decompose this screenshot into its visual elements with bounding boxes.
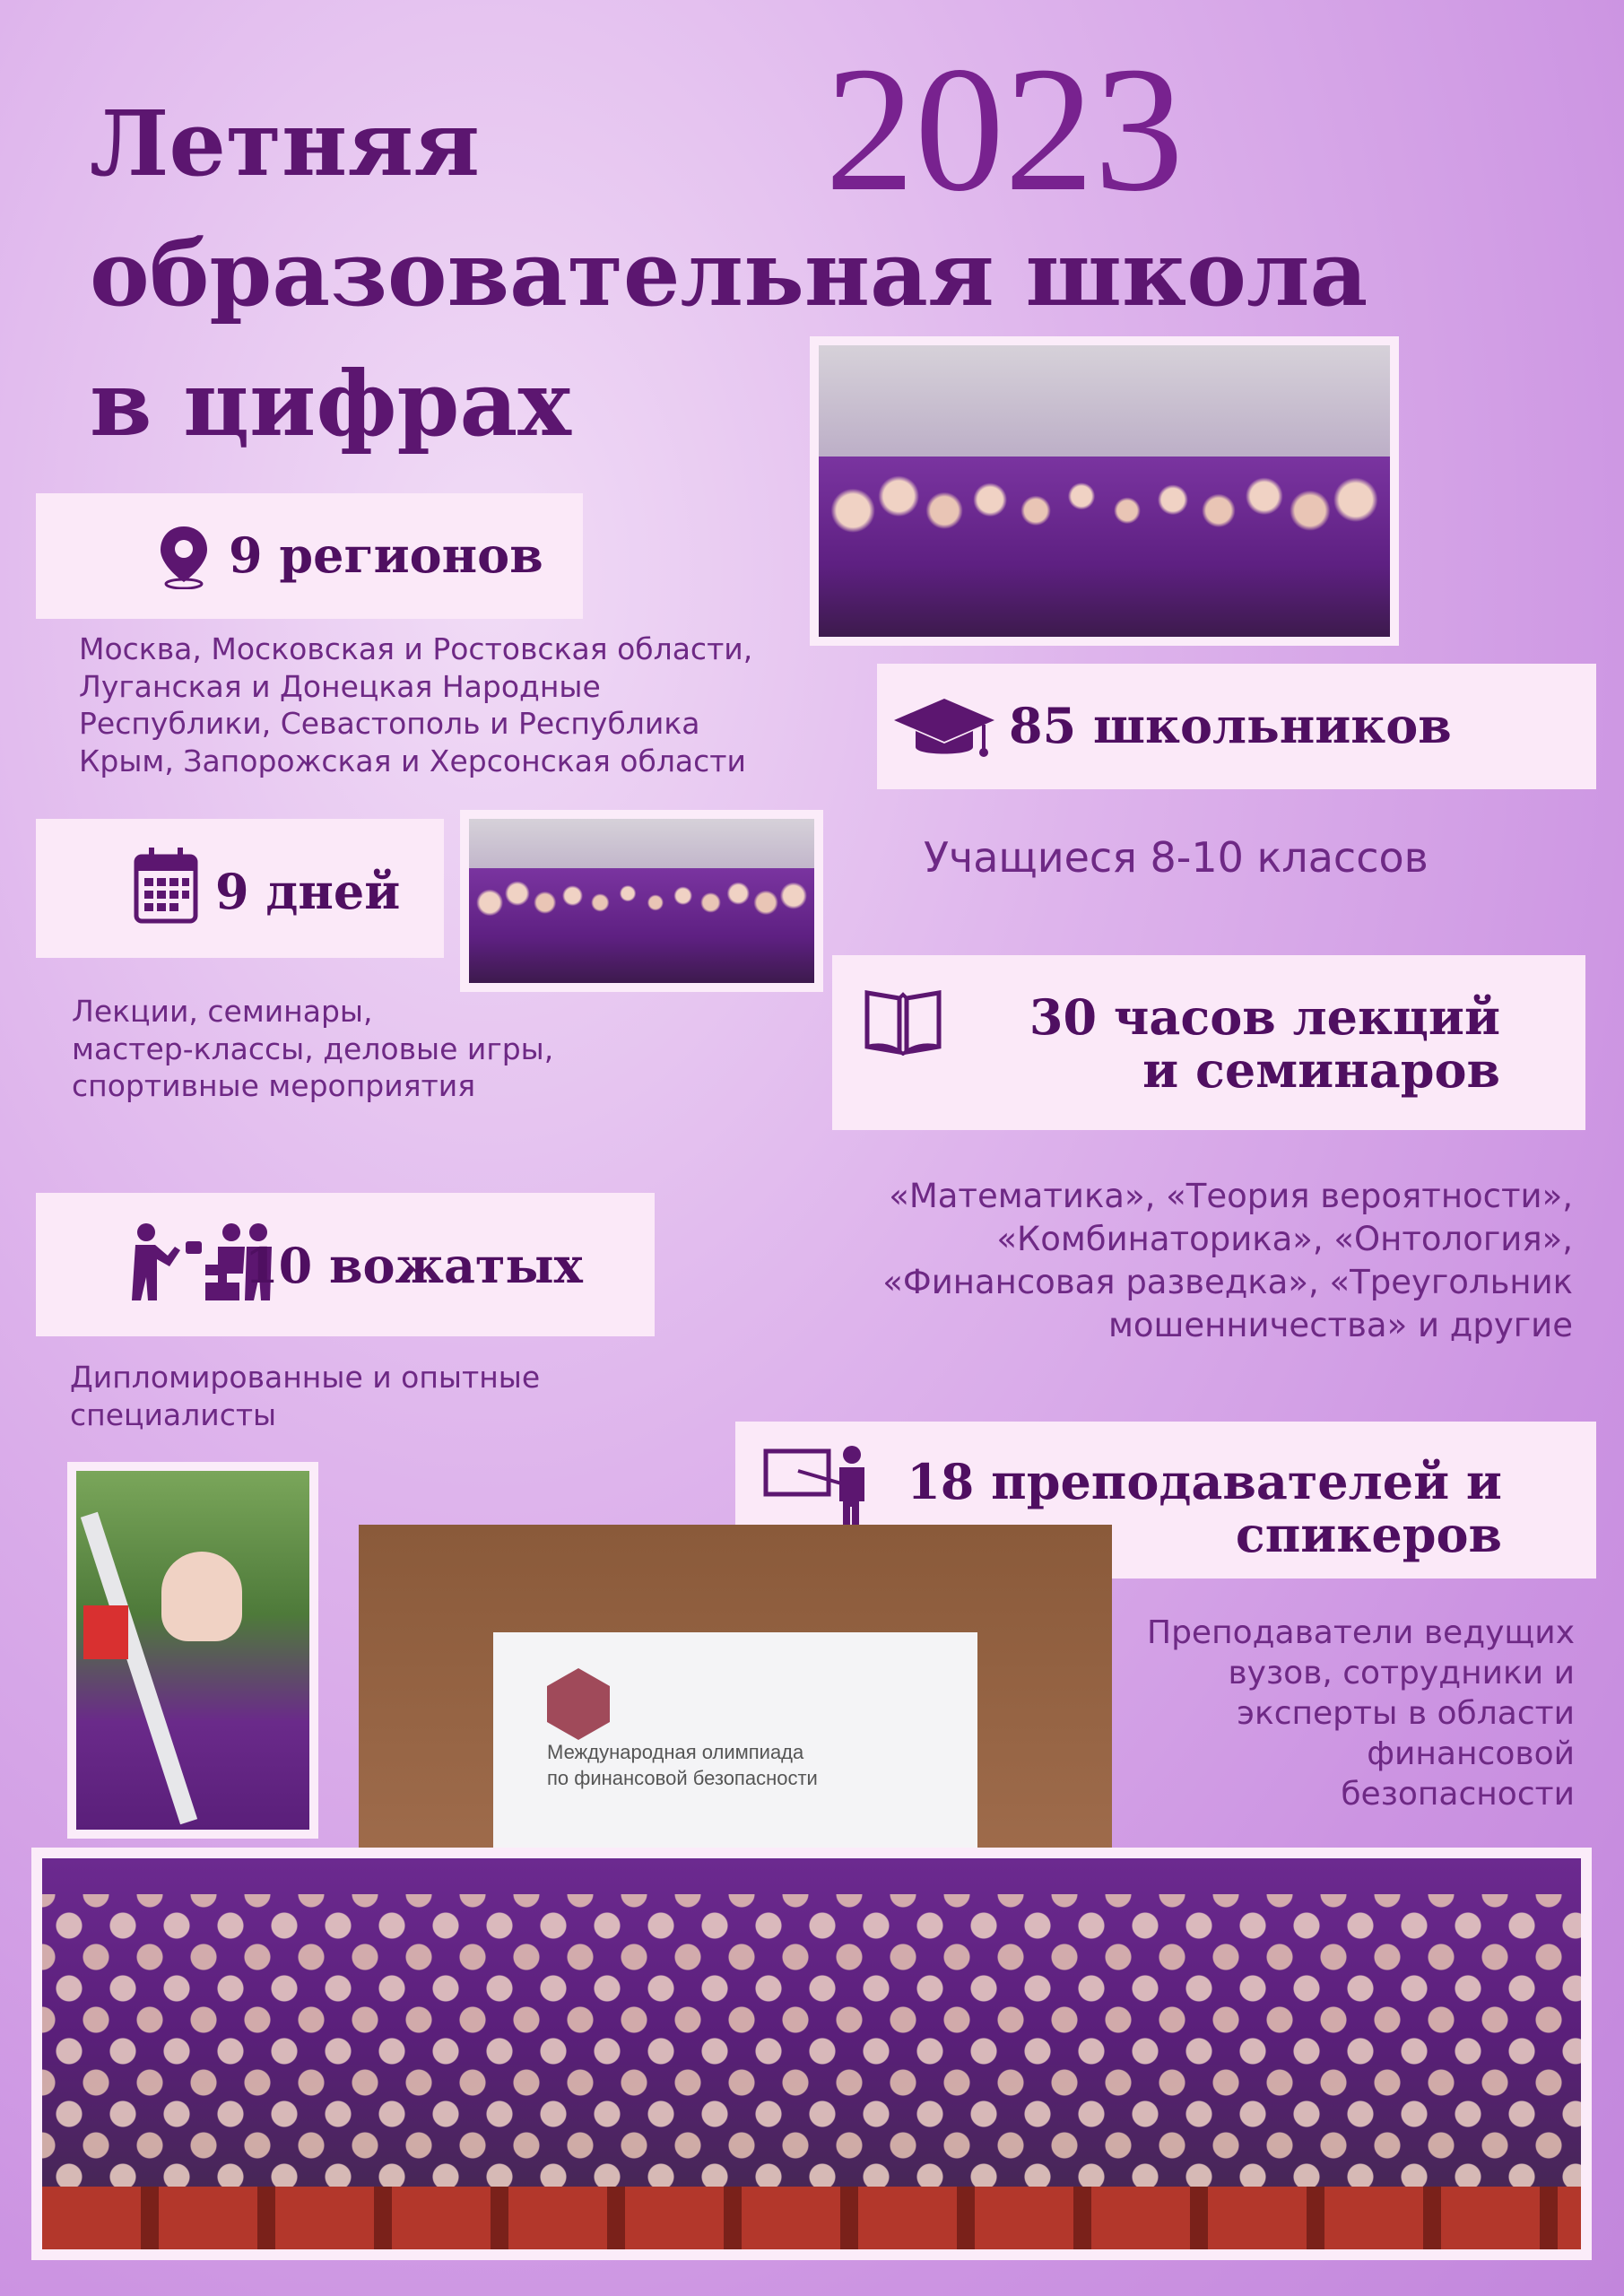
students-card bbox=[877, 664, 1596, 789]
counselors-label: 10 вожатых bbox=[245, 1237, 583, 1294]
days-card bbox=[36, 819, 444, 958]
regions-card bbox=[36, 493, 583, 619]
regions-description: Москва, Московская и Ростовская области, Луганская и Донецкая Народные Республики, Севастополь и Республика Крым, Запорожская и Херсонская области bbox=[79, 631, 753, 778]
hours-label: 30 часов лекций и семинаров bbox=[1029, 988, 1500, 1100]
girl-face bbox=[161, 1552, 242, 1641]
hours-card bbox=[832, 955, 1585, 1130]
page-title-line-2: образовательная школа bbox=[90, 221, 1368, 326]
crowd-photo bbox=[31, 1848, 1592, 2260]
crowd-chairs bbox=[42, 2187, 1581, 2249]
page-title-line-1: Летняя bbox=[90, 91, 480, 196]
year: 2023 bbox=[825, 30, 1184, 229]
counselors-card bbox=[36, 1193, 655, 1336]
open-book-icon bbox=[864, 982, 942, 1056]
crowd-heads bbox=[42, 1894, 1581, 2235]
counselors-description: Дипломированные и опытные специалисты bbox=[70, 1360, 541, 1432]
teachers-label: 18 преподавателей и спикеров bbox=[907, 1453, 1502, 1564]
girl-flag-photo bbox=[67, 1462, 318, 1839]
location-pin-icon bbox=[157, 525, 211, 589]
group-photo-people bbox=[819, 457, 1390, 638]
group-photo-small-people bbox=[469, 868, 814, 983]
students-description: Учащиеся 8-10 классов bbox=[924, 833, 1429, 882]
page-title-line-3: в цифрах bbox=[90, 351, 571, 457]
graduation-cap-icon bbox=[890, 693, 998, 765]
days-description: Лекции, семинары, мастер-классы, деловые игры, спортивные мероприятия bbox=[72, 994, 554, 1104]
projector-screen: Международная олимпиада по финансовой безопасности bbox=[493, 1632, 977, 1901]
calendar-icon bbox=[133, 846, 199, 925]
teachers-description: Преподаватели ведущих вузов, сотрудники и эксперты в области финансовой безопасности bbox=[1147, 1614, 1575, 1813]
shield-logo-icon bbox=[547, 1668, 610, 1740]
students-label: 85 школьников bbox=[1009, 697, 1452, 754]
regions-label: 9 регионов bbox=[229, 526, 543, 584]
red-flag bbox=[83, 1605, 128, 1659]
hours-description: «Математика», «Теория вероятности», «Комбинаторика», «Онтология», «Финансовая разведка», «Треугольник мошенничества» и другие bbox=[882, 1177, 1573, 1345]
days-label: 9 дней bbox=[215, 863, 401, 920]
group-photo-top bbox=[810, 336, 1399, 646]
group-photo-small bbox=[460, 810, 823, 992]
